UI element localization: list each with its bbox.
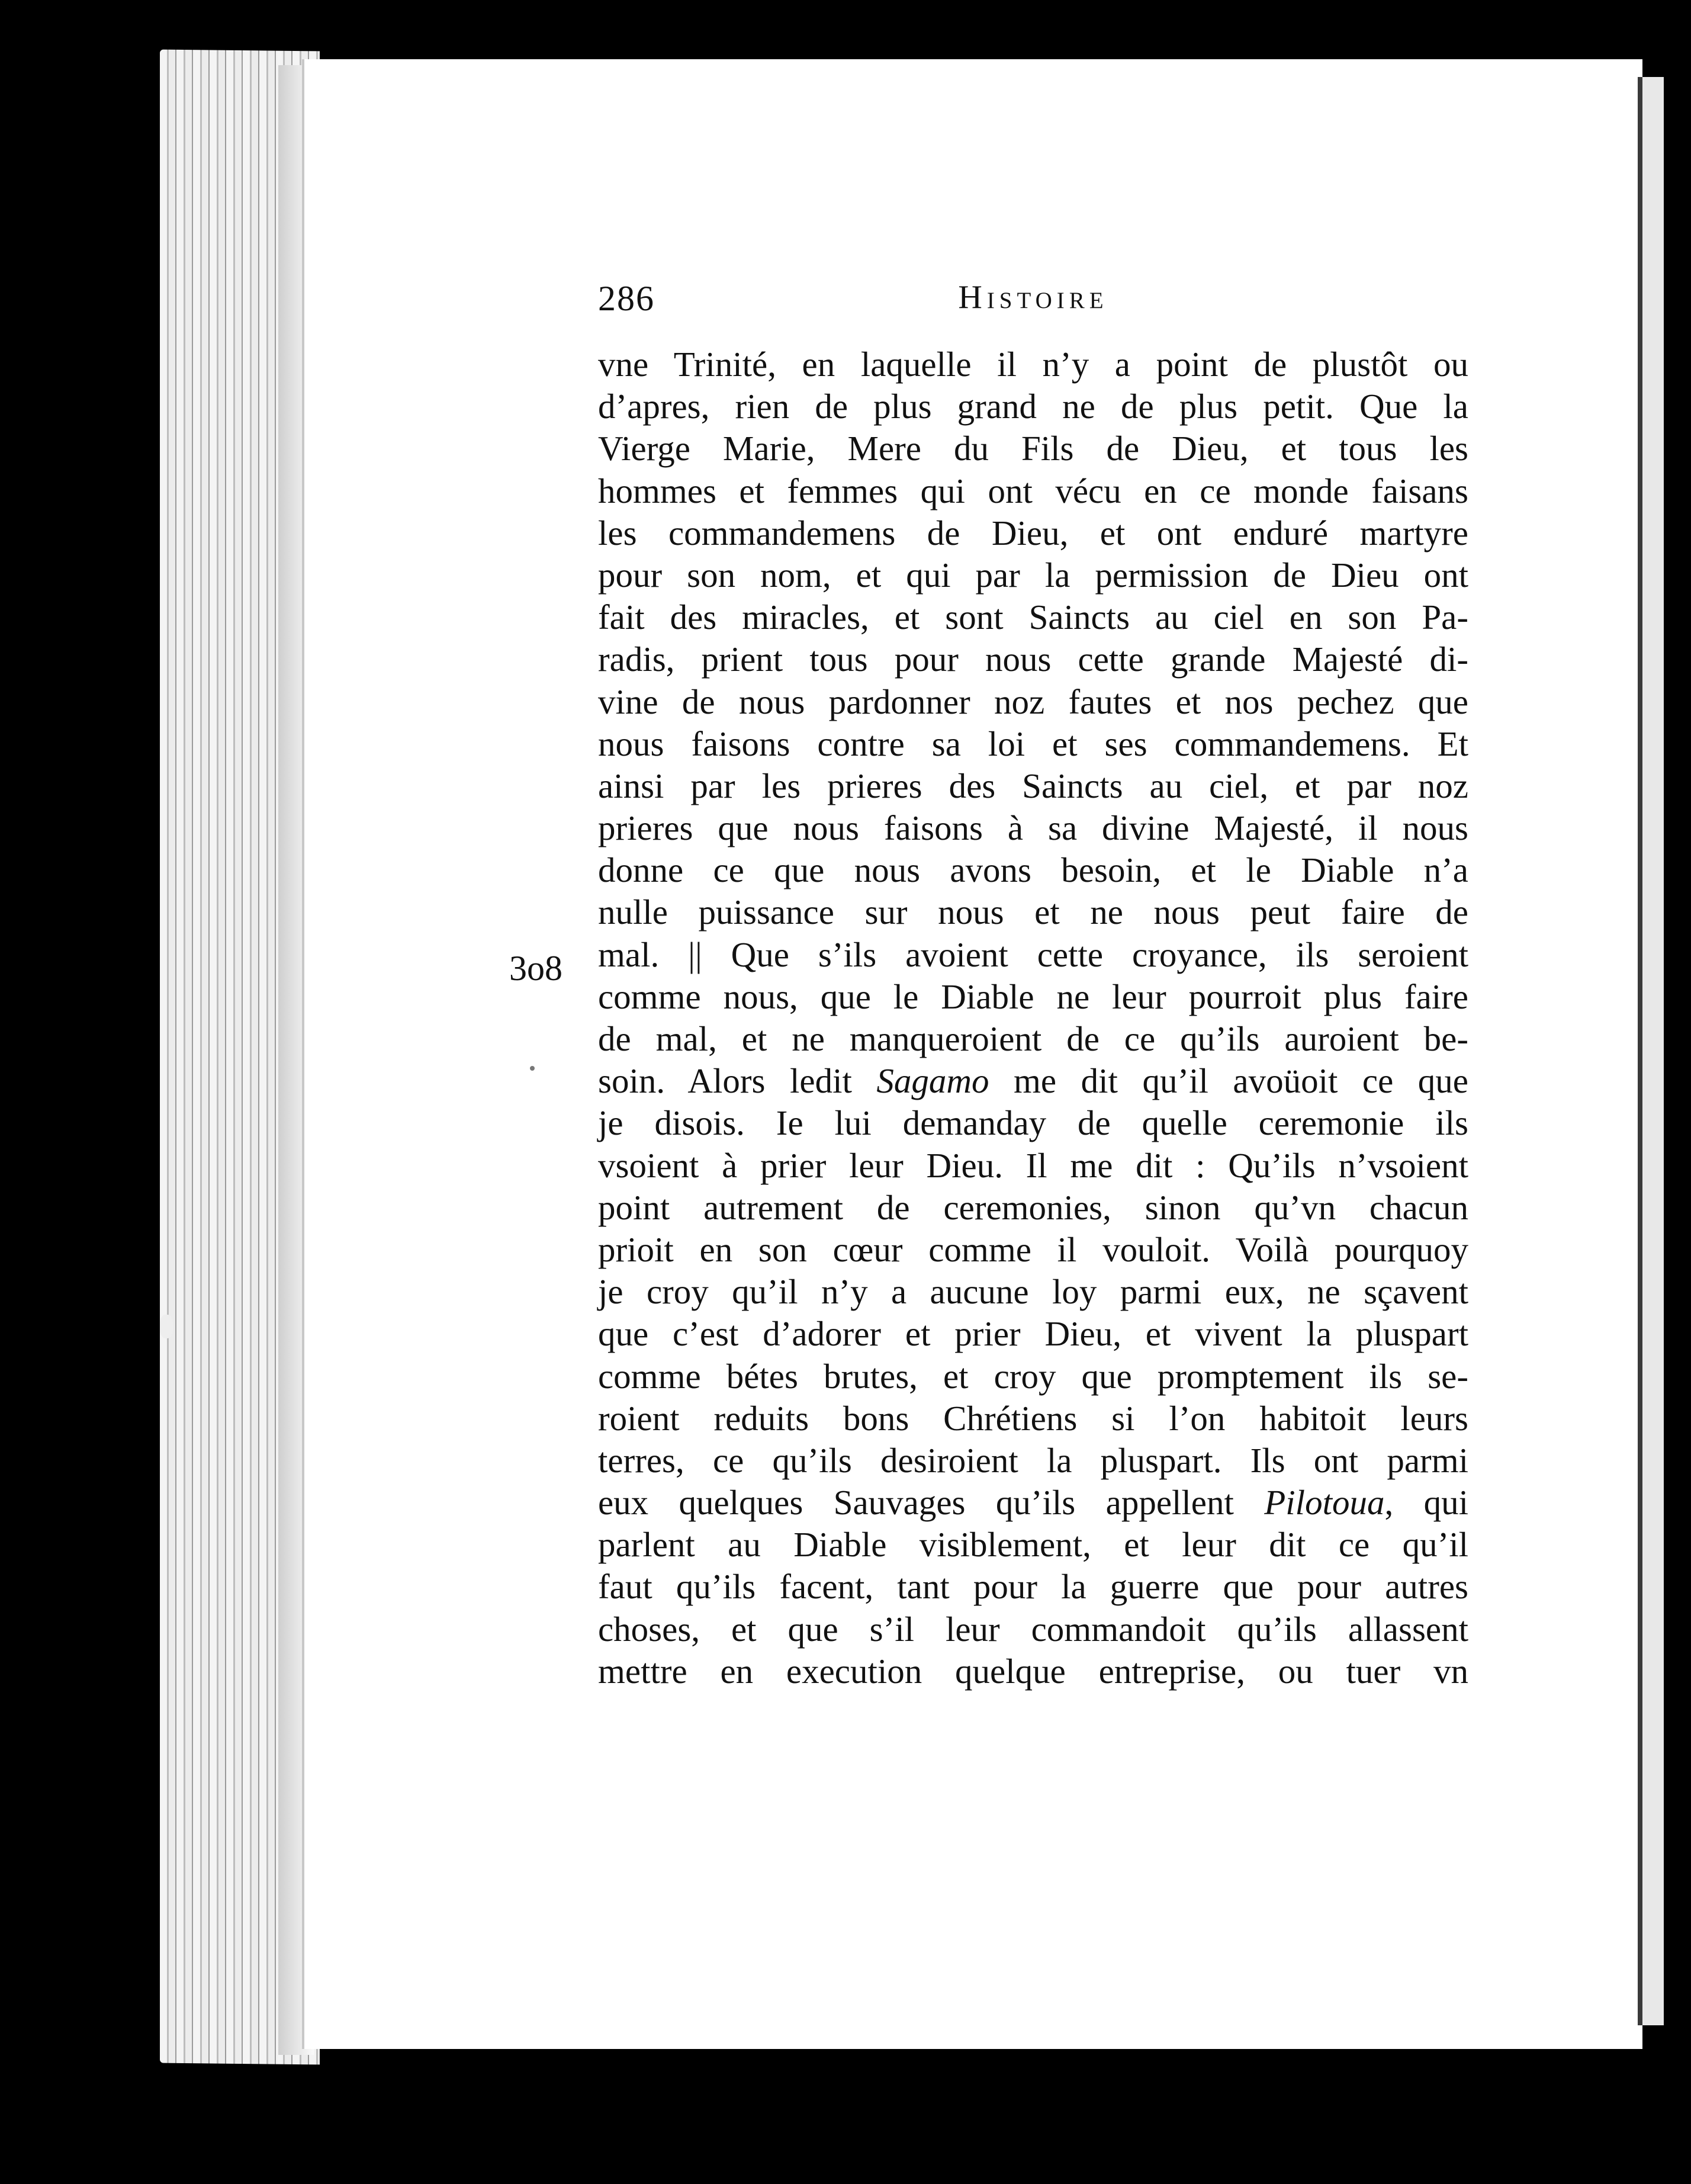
text-line: vine de nous pardonner noz fautes et nos pechez que bbox=[598, 682, 1468, 721]
text-line: comme bétes brutes, et croy que promptement ils se- bbox=[598, 1356, 1468, 1396]
text-segment: eux quelques Sauvages qu’ils appellent bbox=[598, 1483, 1265, 1523]
edge-blemish bbox=[160, 1315, 173, 1338]
text-line: nous faisons contre sa loi et ses commandemens. Et bbox=[598, 724, 1468, 763]
text-segment: soin. Alors ledit bbox=[598, 1061, 877, 1101]
text-line: Vierge Marie, Mere du Fils de Dieu, et tous les bbox=[598, 429, 1468, 468]
text-line: hommes et femmes qui ont vécu en ce monde faisans bbox=[598, 471, 1468, 510]
text-line: prioit en son cœur comme il vouloit. Voilà pourquoy bbox=[598, 1229, 1468, 1269]
text-segment: me dit qu’il avoüoit ce que bbox=[989, 1061, 1468, 1101]
paper-speck bbox=[530, 1066, 535, 1071]
text-line: les commandemens de Dieu, et ont enduré martyre bbox=[598, 513, 1468, 553]
text-line: roient reduits bons Chrétiens si l’on habitoit leurs bbox=[598, 1398, 1468, 1438]
text-line: prieres que nous faisons à sa divine Majesté, il nous bbox=[598, 808, 1468, 848]
facing-page-edge bbox=[1622, 77, 1664, 2025]
text-line: choses, et que s’il leur commandoit qu’ils allassent bbox=[598, 1609, 1468, 1649]
text-line: vsoient à prier leur Dieu. Il me dit : Qu’ils n’vsoient bbox=[598, 1145, 1468, 1185]
text-line: faut qu’ils facent, tant pour la guerre que pour autres bbox=[598, 1567, 1468, 1607]
text-line: point autrement de ceremonies, sinon qu’vn chacun bbox=[598, 1187, 1468, 1227]
text-line: comme nous, que le Diable ne leur pourroit plus faire bbox=[598, 977, 1468, 1016]
text-line: d’apres, rien de plus grand ne de plus petit. Que la bbox=[598, 387, 1468, 426]
text-line-with-italic bbox=[598, 1482, 1468, 1524]
text-line: nulle puissance sur nous et ne nous peut faire de bbox=[598, 892, 1468, 932]
text-line: fait des miracles, et sont Saincts au ciel en son Pa- bbox=[598, 598, 1468, 637]
text-line-with-italic bbox=[598, 1060, 1468, 1102]
text-line: terres, ce qu’ils desiroient la pluspart. Ils ont parmi bbox=[598, 1440, 1468, 1480]
text-line: je disois. Ie lui demanday de quelle ceremonie ils bbox=[598, 1103, 1468, 1143]
body-text bbox=[598, 343, 1468, 1692]
text-line: pour son nom, et qui par la permission de Dieu ont bbox=[598, 555, 1468, 595]
text-line: mal. || Que s’ils avoient cette croyance, ils seroient bbox=[598, 934, 1468, 974]
text-line: que c’est d’adorer et prier Dieu, et vivent la pluspart bbox=[598, 1314, 1468, 1354]
text-line: vne Trinité, en laquelle il n’y a point de plustôt ou bbox=[598, 345, 1468, 384]
running-title: Histoire bbox=[958, 279, 1108, 316]
text-line: ainsi par les prieres des Saincts au ciel, et par noz bbox=[598, 766, 1468, 805]
italic-term: Pilotoua bbox=[1264, 1483, 1385, 1523]
text-segment: , qui bbox=[1384, 1483, 1468, 1523]
italic-term: Sagamo bbox=[876, 1061, 989, 1101]
text-line: de mal, et ne manqueroient de ce qu’ils auroient be- bbox=[598, 1019, 1468, 1058]
text-line: je croy qu’il n’y a aucune loy parmi eux, ne sçavent bbox=[598, 1272, 1468, 1312]
text-line: radis, prient tous pour nous cette grande Majesté di- bbox=[598, 640, 1468, 679]
text-line: donne ce que nous avons besoin, et le Diable n’a bbox=[598, 850, 1468, 890]
running-head bbox=[598, 278, 1468, 326]
text-line: mettre en execution quelque entreprise, ou tuer vn bbox=[598, 1651, 1468, 1691]
text-line: parlent au Diable visiblement, et leur dit ce qu’il bbox=[598, 1525, 1468, 1565]
page-number: 286 bbox=[598, 279, 655, 318]
margin-page-reference: 3o8 bbox=[509, 949, 562, 988]
